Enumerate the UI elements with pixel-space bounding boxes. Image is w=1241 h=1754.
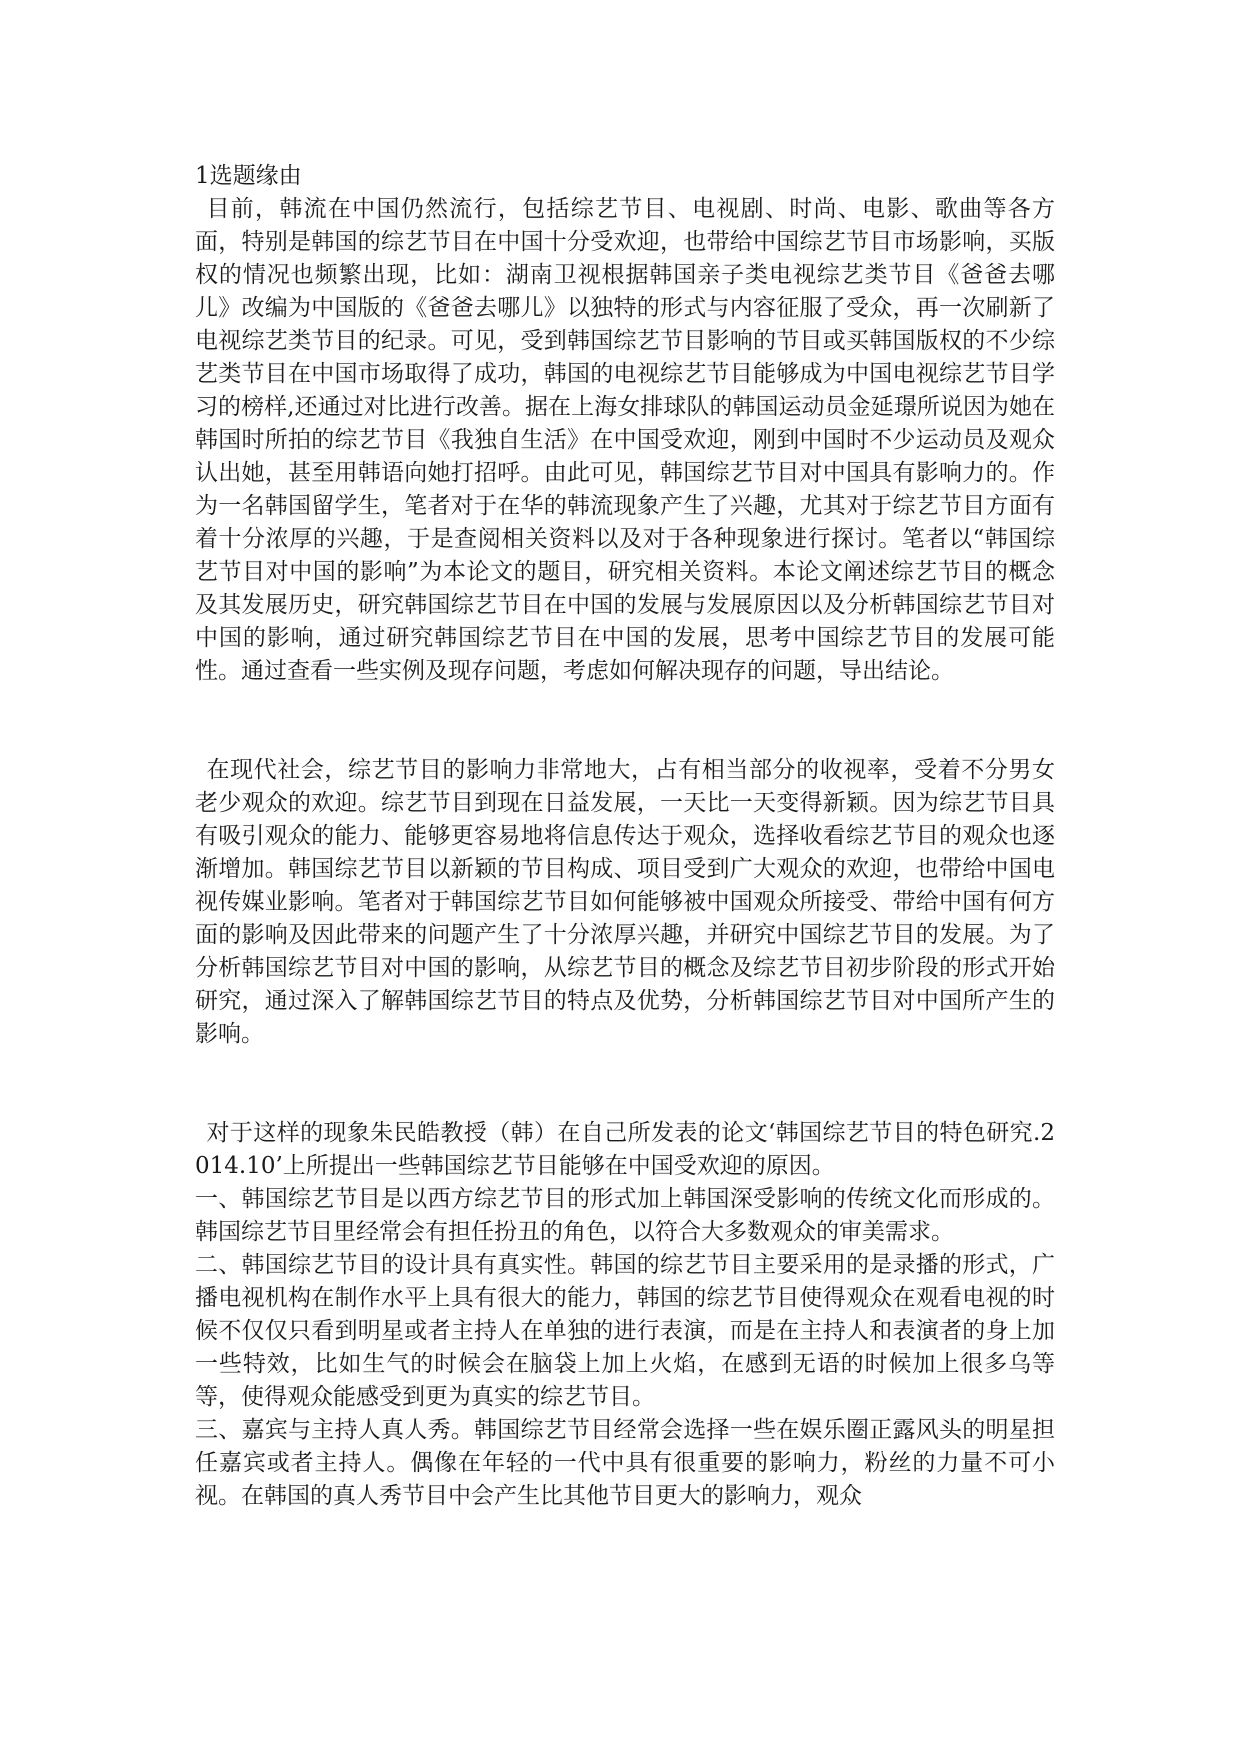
paragraph-modern-society: 在现代社会，综艺节目的影响力非常地大，占有相当部分的收视率，受着不分男女老少观众的欢迎。综艺节目到现在日益发展，一天比一天变得新颖。因为综艺节目具有吸引观众的能力、能够更容易地将信息传达于观众，选择收看综艺节目的观众也逐渐增加。韩国综艺节目以新颖的节目构成、项目受到广大观众的欢迎，也带给中国电视传媒业影响。笔者对于韩国综艺节目如何能够被中国观众所接受、带给中国有何方面的影响及因此带来的问题产生了十分浓厚兴趣，并研究中国综艺节目的发展。为了分析韩国综艺节目对中国的影响，从综艺节目的概念及综艺节目初步阶段的形式开始研究，通过深入了解韩国综艺节目的特点及优势，分析韩国综艺节目对中国所产生的影响。 (195, 757, 1055, 1047)
paragraph-gap (195, 688, 1055, 754)
section-heading: 1选题缘由 (195, 163, 302, 189)
paragraph-gap (195, 1051, 1055, 1117)
paragraph-reason-2: 二、韩国综艺节目的设计具有真实性。韩国的综艺节目主要采用的是录播的形式，广播电视机构在制作水平上具有很大的能力，韩国的综艺节目使得观众在观看电视的时候不仅仅只看到明星或者主持人在单独的进行表演，而是在主持人和表演者的身上加一些特效，比如生气的时候会在脑袋上加上火焰，在感到无语的时候加上很多乌等等，使得观众能感受到更为真实的综艺节目。 (195, 1252, 1055, 1410)
paragraph-reason-1: 一、韩国综艺节目是以西方综艺节目的形式加上韩国深受影响的传统文化而形成的。韩国综艺节目里经常会有担任扮丑的角色，以符合大多数观众的审美需求。 (195, 1186, 1055, 1245)
paragraph-background: 目前，韩流在中国仍然流行，包括综艺节目、电视剧、时尚、电影、歌曲等各方面，特别是韩国的综艺节目在中国十分受欢迎，也带给中国综艺节目市场影响，买版权的情况也频繁出现，比如：湖南卫视根据韩国亲子类电视综艺类节目《爸爸去哪儿》改编为中国版的《爸爸去哪儿》以独特的形式与内容征服了受众，再一次刷新了电视综艺类节目的纪录。可见，受到韩国综艺节目影响的节目或买韩国版权的不少综艺类节目在中国市场取得了成功，韩国的电视综艺节目能够成为中国电视综艺节目学习的榜样,还通过对比进行改善。据在上海女排球队的韩国运动员金延璟所说因为她在韩国时所拍的综艺节目《我独自生活》在中国受欢迎，刚到中国时不少运动员及观众认出她，甚至用韩语向她打招呼。由此可见，韩国综艺节目对中国具有影响力的。作为一名韩国留学生，笔者对于在华的韩流现象产生了兴趣，尤其对于综艺节目方面有着十分浓厚的兴趣，于是查阅相关资料以及对于各种现象进行探讨。笔者以“韩国综艺节目对中国的影响”为本论文的题目，研究相关资料。本论文阐述综艺节目的概念及其发展历史，研究韩国综艺节目在中国的发展与发展原因以及分析韩国综艺节目对中国的影响，通过研究韩国综艺节目在中国的发展，思考中国综艺节目的发展可能性。通过查看一些实例及现存问题，考虑如何解决现存的问题，导出结论。 (195, 196, 1055, 684)
paragraph-reason-3: 三、嘉宾与主持人真人秀。韩国综艺节目经常会选择一些在娱乐圈正露风头的明星担任嘉宾或者主持人。偶像在年轻的一代中具有很重要的影响力，粉丝的力量不可小视。在韩国的真人秀节目中会产生比其他节目更大的影响力，观众 (195, 1417, 1055, 1509)
document-body (195, 160, 1055, 1513)
paragraph-research-intro: 对于这样的现象朱民皓教授（韩）在自己所发表的论文‘韩国综艺节目的特色研究.2014.10’上所提出一些韩国综艺节目能够在中国受欢迎的原因。 (195, 1120, 1055, 1179)
